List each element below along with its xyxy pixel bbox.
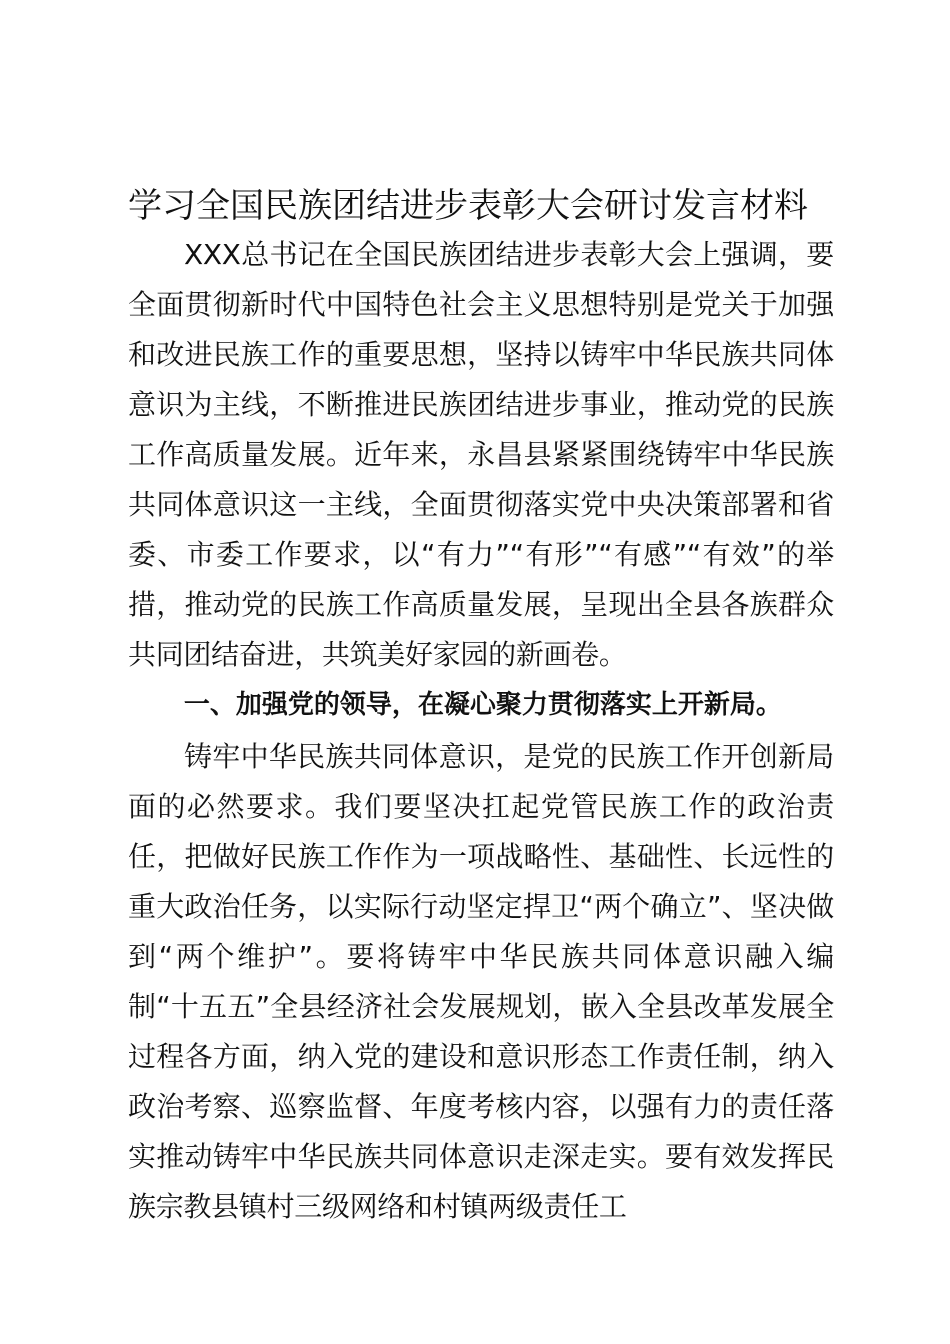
body-paragraph-section-1: 铸牢中华民族共同体意识，是党的民族工作开创新局面的必然要求。我们要坚决扛起党管民族工作的政治责任，把做好民族工作作为一项战略性、基础性、长远性的重大政治任务，以实际行动坚定捍卫“两个确立”、坚决做到“两个维护”。要将铸牢中华民族共同体意识融入编制“十五五”全县经济社会发展规划，嵌入全县改革发展全过程各方面，纳入党的建设和意识形态工作责任制，纳入政治考察、巡察监督、年度考核内容，以强有力的责任落实推动铸牢中华民族共同体意识走深走实。要有效发挥民族宗教县镇村三级网络和村镇两级责任工 (128, 740, 834, 1223)
document-title: 学习全国民族团结进步表彰大会研讨发言材料 (128, 186, 808, 226)
body-paragraph-intro: XXX总书记在全国民族团结进步表彰大会上强调，要全面贯彻新时代中国特色社会主义思想特别是党关于加强和改进民族工作的重要思想，坚持以铸牢中华民族共同体意识为主线，不断推进民族团结进步事业，推动党的民族工作高质量发展。近年来，永昌县紧紧围绕铸牢中华民族共同体意识这一主线，全面贯彻落实党中央决策部署和省委、市委工作要求，以“有力”“有形”“有感”“有效”的举措，推动党的民族工作高质量发展，呈现出全县各族群众共同团结奋进，共筑美好家园的新画卷。 (128, 238, 834, 671)
section-heading-1: 一、加强党的领导，在凝心聚力贯彻落实上开新局。 (183, 690, 782, 720)
